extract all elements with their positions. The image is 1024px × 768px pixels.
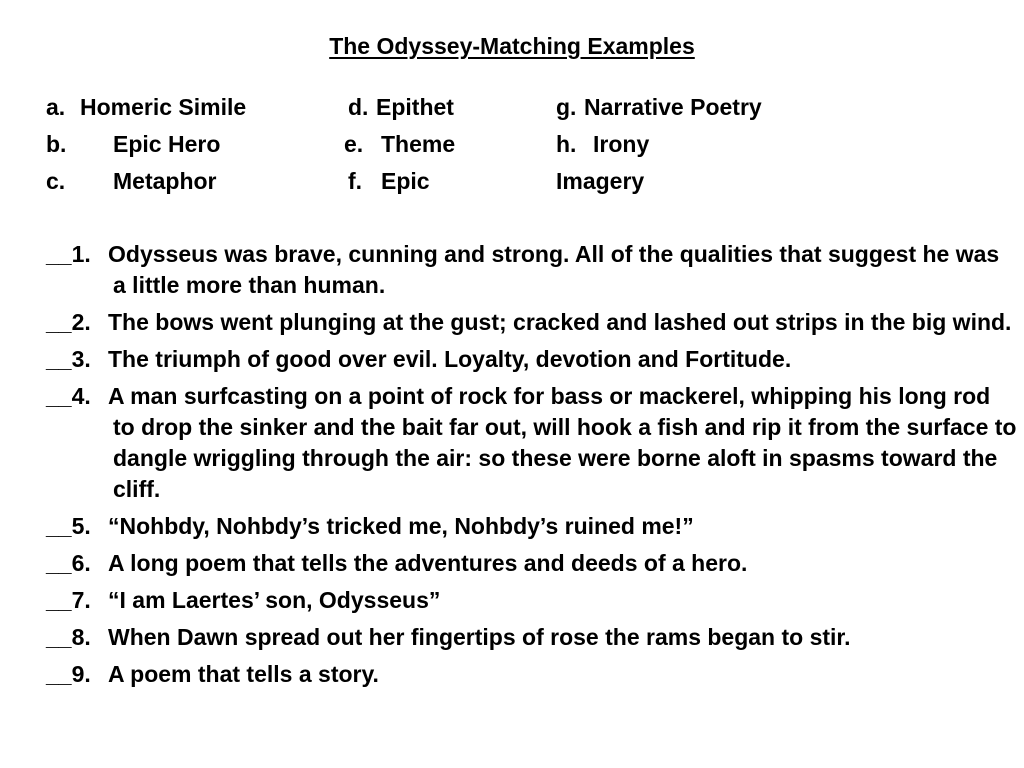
question-number: __1. — [46, 241, 91, 267]
terms-row-3 — [46, 166, 1006, 203]
question-item — [46, 622, 1018, 653]
terms-list — [46, 92, 1006, 203]
terms-row-1 — [46, 92, 1006, 129]
question-text: The triumph of good over evil. Loyalty, devotion and Fortitude. — [108, 346, 792, 372]
terms-row-2 — [46, 129, 1006, 166]
question-text: “Nohbdy, Nohbdy’s tricked me, Nohbdy’s ruined me!” — [108, 513, 694, 539]
term-label: Metaphor — [113, 168, 217, 194]
term-e — [344, 129, 455, 159]
question-number: __4. — [46, 383, 91, 409]
question-item — [46, 239, 1018, 301]
question-number: __2. — [46, 309, 91, 335]
page-title: The Odyssey-Matching Examples — [329, 33, 695, 59]
term-d — [348, 92, 454, 122]
question-item — [46, 344, 1018, 375]
term-label: Narrative Poetry — [584, 94, 762, 120]
question-item — [46, 585, 1018, 616]
term-label: Irony — [593, 131, 650, 157]
question-number: __5. — [46, 513, 91, 539]
question-text: The bows went plunging at the gust; cracked and lashed out strips in the big wind. — [108, 309, 1012, 335]
term-label: Epithet — [376, 94, 454, 120]
term-c — [46, 166, 217, 196]
question-text: “I am Laertes’ son, Odysseus” — [108, 587, 441, 613]
question-item — [46, 511, 1018, 542]
term-label: Imagery — [556, 168, 645, 194]
term-letter: a. — [46, 94, 66, 120]
question-text: Odysseus was brave, cunning and strong. All of the qualities that suggest he was a little more than human. — [108, 241, 1000, 298]
question-number: __8. — [46, 624, 91, 650]
term-letter: d. — [348, 94, 369, 120]
question-text: A long poem that tells the adventures and deeds of a hero. — [108, 550, 748, 576]
term-letter: e. — [344, 131, 364, 157]
question-text: When Dawn spread out her fingertips of rose the rams began to stir. — [108, 624, 851, 650]
term-letter: h. — [556, 131, 577, 157]
term-letter: b. — [46, 131, 67, 157]
term-b — [46, 129, 220, 159]
term-i — [556, 166, 644, 196]
question-text: A poem that tells a story. — [108, 661, 379, 687]
question-item — [46, 381, 1018, 505]
question-item — [46, 548, 1018, 579]
term-f — [348, 166, 430, 196]
term-label: Theme — [381, 131, 456, 157]
term-label: Epic — [381, 168, 430, 194]
term-letter: g. — [556, 94, 577, 120]
question-number: __6. — [46, 550, 91, 576]
question-text: A man surfcasting on a point of rock for bass or mackerel, whipping his long rod to drop the sinker and the bait far out, will hook a fish and rip it from the surface to dangle wriggling through the air: so these were borne aloft in spasms toward the cliff. — [108, 383, 1017, 502]
term-a — [46, 92, 246, 122]
questions-list — [46, 239, 1018, 696]
question-item — [46, 659, 1018, 690]
term-label: Homeric Simile — [80, 94, 247, 120]
term-g — [556, 92, 762, 122]
term-letter: c. — [46, 168, 66, 194]
question-number: __3. — [46, 346, 91, 372]
question-number: __9. — [46, 661, 91, 687]
term-label: Epic Hero — [113, 131, 221, 157]
question-number: __7. — [46, 587, 91, 613]
question-item — [46, 307, 1018, 338]
term-h — [556, 129, 649, 159]
term-letter: f. — [348, 168, 363, 194]
